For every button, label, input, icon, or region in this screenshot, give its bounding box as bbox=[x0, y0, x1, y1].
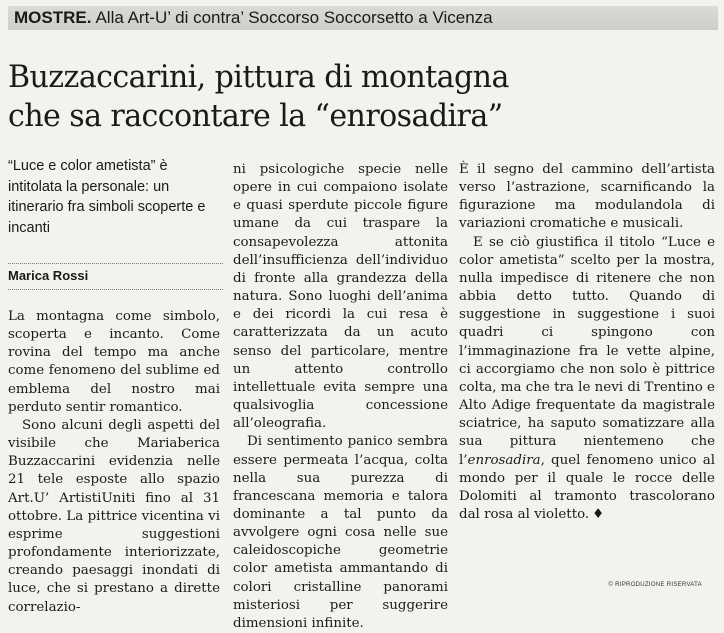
headline-line-1: Buzzaccarini, pittura di montagna bbox=[8, 59, 509, 95]
paragraph-text: , quel fenomeno unico al mondo per il quale le rocce delle Dolomiti al tramonto trascolorano dal rosa al violetto. bbox=[459, 452, 715, 522]
paragraph: Sono alcuni degli aspetti del visibile che Mariaberica Buzzaccarini evidenzia nelle 21 tele esposte allo spazio Art.U’ ArtistiUniti fino al 31 ottobre. La pittrice vicentina vi esprime suggestioni profondamente interiorizzate, creando paesaggi inondati di luce, che si prestano a dirette correlazio- bbox=[8, 417, 220, 615]
copyright-notice bbox=[608, 582, 702, 588]
kicker-subtitle: Alla Art-U’ di contra’ Soccorso Soccorsetto a Vicenza bbox=[95, 8, 493, 27]
headline bbox=[8, 58, 509, 136]
end-of-article-icon: ♦ bbox=[592, 506, 605, 522]
author-byline: Marica Rossi bbox=[8, 263, 223, 290]
headline-line-2: che sa raccontare la “enrosadira” bbox=[8, 98, 503, 134]
article-column-1 bbox=[8, 308, 220, 617]
article-column-2 bbox=[233, 161, 448, 633]
article-summary: “Luce e color ametista” è intitolata la personale: un itinerario fra simboli scoperte e incanti bbox=[8, 158, 206, 236]
emphasized-term: enrosadira bbox=[467, 452, 541, 468]
paragraph: Di sentimento panico sembra essere permeata l’acqua, colta nella sua purezza di francescana memoria e talora dominante a tal punto da avvolgere ogni cosa nelle sue caleidoscopiche geometrie color ametista ammantando di colori cristalline panorami misteriosi per suggerire dimensioni infinite. bbox=[233, 434, 448, 631]
paragraph bbox=[459, 234, 715, 525]
paragraph-text: E se ciò giustifica il titolo “Luce e color ametista” scelto per la mostra, nulla impedisce di ritenere che non abbia detto tutto. Quando di suggestione in suggestione i suoi quadri ci spingono con l’immaginazione fra le vette alpine, ci accorgiamo che non solo è pittrice colta, ma che tra le nevi di Trentino e Alto Adige frequentate da magistrale sciatrice, ha saputo somatizzare alla sua pittura nientemeno che l’ bbox=[459, 234, 715, 468]
paragraph: È il segno del cammino dell’artista verso l’astrazione, scarnificando la figurazione ma modulandola di variazioni cromatiche e musicali. bbox=[459, 162, 715, 232]
copyright-icon: © bbox=[608, 582, 614, 588]
paragraph: La montagna come simbolo, scoperta e incanto. Come rovina del tempo ma anche come fenomeno del sublime ed emblema del nostro mai perduto sentir romantico. bbox=[8, 309, 220, 415]
article-column-3 bbox=[459, 161, 715, 524]
copyright-text: RIPRODUZIONE RISERVATA bbox=[615, 582, 702, 588]
section-kicker bbox=[8, 6, 718, 30]
section-rubric: MOSTRE. bbox=[14, 8, 92, 27]
paragraph: ni psicologiche specie nelle opere in cui compaiono isolate e quasi sperdute piccole figure umane da cui traspare la consapevolezza attonita dell’insufficienza dell’individuo di fronte alla grandezza della natura. Sono luoghi dell’anima e dei ricordi la cui resa è caratterizzata da un acuto senso del particolare, mentre un attento controllo intellettuale evita sempre una qualsivoglia concessione all’oleografia. bbox=[233, 162, 448, 432]
